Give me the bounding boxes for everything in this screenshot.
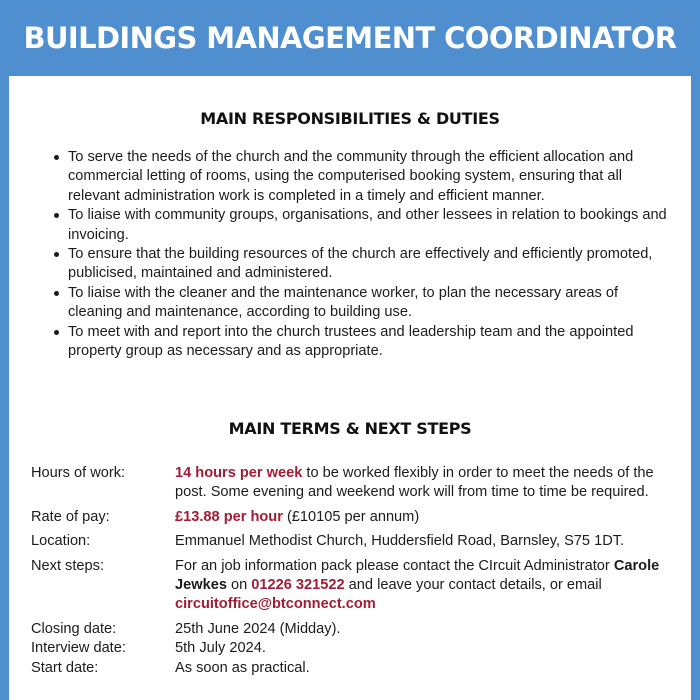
hours-row bbox=[31, 464, 671, 503]
hours-highlight: 14 hours per week bbox=[175, 465, 303, 481]
next-steps-on: on bbox=[226, 577, 252, 594]
closing-label: Closing date: bbox=[31, 620, 117, 637]
closing-row bbox=[31, 620, 671, 639]
next-steps-label: Next steps: bbox=[31, 557, 104, 574]
hours-value bbox=[175, 464, 671, 503]
list-item: To serve the needs of the church and the community through the efficient allocation and commercial letting of rooms, using the computerised booking system, ensuring that all relevant administration work is completed in a timely and efficient manner. bbox=[68, 148, 670, 206]
email-link[interactable]: circuitoffice@btconnect.com bbox=[175, 596, 376, 613]
next-steps-email-text: and leave your contact details, or email bbox=[344, 577, 602, 594]
location-label: Location: bbox=[31, 533, 91, 550]
responsibilities-heading: MAIN RESPONSIBILITIES & DUTIES bbox=[200, 109, 500, 128]
pay-label: Rate of pay: bbox=[31, 508, 110, 525]
pay-row bbox=[31, 508, 671, 527]
terms-table bbox=[31, 464, 671, 678]
list-item: To liaise with community groups, organisations, and other lessees in relation to bookings and invoicing. bbox=[68, 206, 670, 245]
location-row bbox=[31, 532, 671, 551]
start-value: As soon as practical. bbox=[175, 659, 310, 676]
pay-highlight: £13.88 per hour bbox=[175, 508, 283, 525]
interview-label: Interview date: bbox=[31, 640, 126, 657]
pay-value bbox=[175, 508, 671, 527]
next-steps-text: For an job information pack please contact the CIrcuit Administrator bbox=[175, 557, 614, 574]
terms-heading: MAIN TERMS & NEXT STEPS bbox=[228, 419, 472, 438]
pay-text: (£10105 per annum) bbox=[282, 508, 420, 525]
title-banner bbox=[0, 0, 700, 76]
interview-row bbox=[31, 639, 671, 658]
list-item: To liaise with the cleaner and the maintenance worker, to plan the necessary areas of cleaning and maintenance, according to building use. bbox=[68, 284, 670, 323]
contact-name: Carole Jewkes bbox=[175, 557, 660, 594]
hours-text: to be worked flexibly in order to meet the needs of the post. Some evening and weekend work will from time to time be required. bbox=[175, 465, 654, 501]
page-title: BUILDINGS MANAGEMENT COORDINATOR bbox=[23, 21, 677, 55]
list-item: To meet with and report into the church trustees and leadership team and the appointed property group as necessary and as appropriate. bbox=[68, 323, 670, 362]
interview-value: 5th July 2024. bbox=[175, 640, 266, 657]
location-value: Emmanuel Methodist Church, Huddersfield Road, Barnsley, S75 1DT. bbox=[175, 533, 625, 550]
next-steps-row bbox=[31, 557, 671, 615]
closing-value: 25th June 2024 (Midday). bbox=[175, 620, 341, 637]
hours-label: Hours of work: bbox=[31, 465, 126, 481]
start-row bbox=[31, 659, 671, 678]
phone-number[interactable]: 01226 321522 bbox=[251, 577, 345, 594]
duties-list bbox=[9, 148, 670, 361]
start-label: Start date: bbox=[31, 659, 99, 676]
next-steps-value bbox=[175, 557, 671, 615]
content-panel bbox=[9, 76, 691, 700]
list-item: To ensure that the building resources of the church are effectively and efficiently promoted, publicised, maintained and administered. bbox=[68, 245, 670, 284]
